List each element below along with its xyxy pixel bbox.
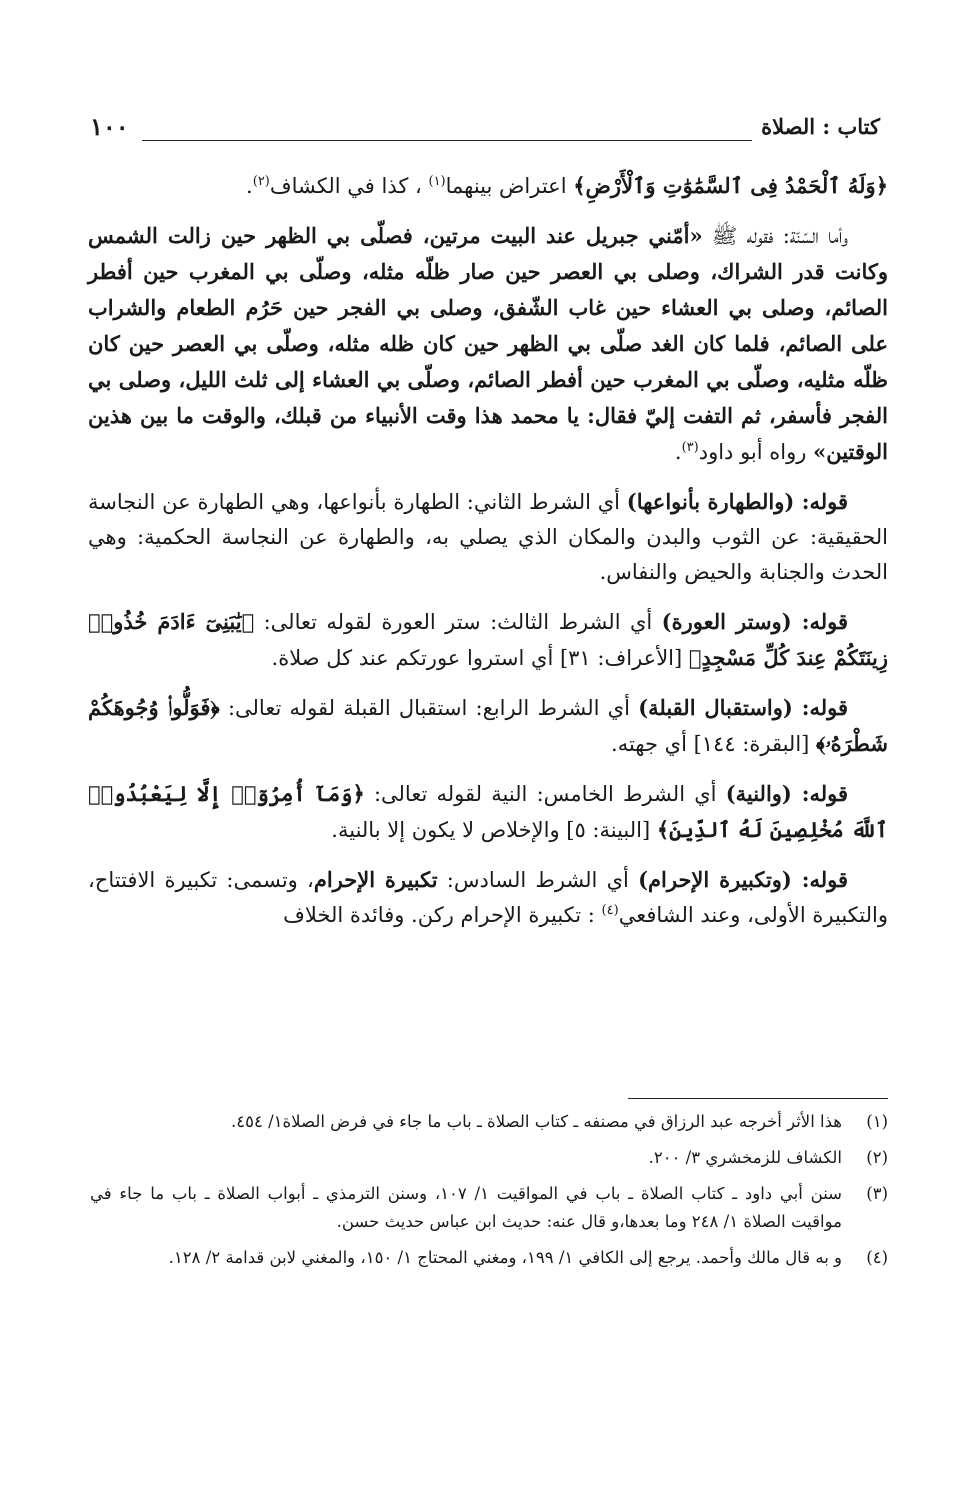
paragraph-text: أي الشرط الثاني: الطهارة بأنواعها، وهي الطهارة عن النجاسة الحقيقية: عن الثوب والبدن والمكان الذي يصلي به، والطهارة عن النجاسة الحكمية: وهي الحدث والجنابة والحيض والنفاس. (88, 490, 888, 584)
quran-quote: ﴿وَمَآ أُمِرُوٓا۟ إِلَّا لِيَعْبُدُوا۟ ٱللَّهَ مُخْلِصِينَ لَهُ ٱلدِّينَ﴾ (88, 781, 888, 842)
paragraph-text: أي الشرط الثالث: ستر العورة لقوله تعالى: (254, 610, 662, 634)
footnote-number: (١) (866, 1112, 888, 1131)
paragraph-text: [البقرة: ١٤٤] أي جهته. (611, 732, 817, 756)
header-rule (142, 140, 752, 141)
paragraph-text: [البينة: ٥] والإخلاص لا يكون إلا بالنية. (331, 818, 657, 842)
paragraph-text: . (246, 174, 253, 198)
paragraph-text: رواه أبو داود (698, 440, 814, 464)
paragraph-3 (88, 484, 888, 590)
paragraph-text: أي الشرط السادس: (437, 868, 639, 892)
footnote-text: سنن أبي داود ـ كتاب الصلاة ـ باب في المواقيت ١/ ١٠٧، وسنن الترمذي ـ أبواب الصلاة ـ باب ما جاء في مواقيت الصلاة ١/ ٢٤٨ وما بعدها،و قال عنه: حديث ابن عباس حديث حسن. (90, 1184, 842, 1231)
paragraph-2 (88, 218, 888, 470)
hadith-text: «أمّني جبريل عند البيت مرتين، فصلّى بي الظهر حين زالت الشمس وكانت قدر الشراك، وصلى بي العصر حين صار ظلّه مثله، وصلّى بي المغرب حين أفطر الصائم، وصلى بي العشاء حين غاب الشّفق، وصلى بي الفجر حين حَرُم الطعام والشراب على الصائم، فلما كان الغد صلّى بي الظهر حين كان ظله مثله، وصلّى بي العصر حين كان ظلّه مثليه، وصلّى بي المغرب حين أفطر الصائم، وصلّى بي العشاء إلى ثلث الليل، وصلى بي الفجر فأسفر، ثم التفت إليّ فقال: يا محمد هذا وقت الأنبياء من قبلك، والوقت ما بين هذين الوقتين» (88, 223, 888, 464)
quran-quote: ﴿يَٰبَنِىٓ ءَادَمَ خُذُوا۟ زِينَتَكُمْ عِندَ كُلِّ مَسْجِدٍ﴾ (88, 609, 888, 670)
footnote-number: (٢) (866, 1148, 888, 1167)
bold-term: تكبيرة الإحرام (313, 867, 438, 892)
paragraph-text: أي الشرط الخامس: النية لقوله تعالى: (364, 782, 726, 806)
footnotes (90, 1108, 888, 1280)
footnote (90, 1144, 888, 1172)
footnote-text: الكشاف للزمخشري ٣/ ٢٠٠. (648, 1148, 842, 1167)
page-number: ١٠٠ (90, 112, 129, 141)
paragraph-4 (88, 604, 888, 676)
paragraph-text: . (674, 440, 682, 464)
footnote-ref: (٢) (252, 174, 270, 189)
section-label: قوله: (والنية) (725, 781, 848, 806)
section-label: قوله: (وستر العورة) (661, 609, 848, 634)
running-title: كتاب : الصلاة (761, 114, 880, 139)
footnote-ref: (١) (428, 174, 446, 189)
footnote-text: و به قال مالك وأحمد. يرجع إلى الكافي ١/ ١٩٩، ومغني المحتاج ١/ ١٥٠، والمغني لابن قدامة ٢/ ١٢٨. (168, 1248, 842, 1267)
paragraph-6 (88, 776, 888, 848)
section-label: قوله: (وتكبيرة الإحرام) (638, 867, 849, 892)
section-label: قوله: (والطهارة بأنواعها) (626, 489, 848, 514)
paragraph-1 (88, 168, 888, 204)
page-body (88, 168, 888, 947)
footnote (90, 1244, 888, 1272)
footnote-number: (٤) (866, 1248, 888, 1267)
footnote (90, 1180, 888, 1236)
footnote-text: هذا الأثر أخرجه عبد الرزاق في مصنفه ـ كتاب الصلاة ـ باب ما جاء في فرض الصلاة١/ ٤٥٤. (230, 1112, 842, 1131)
paragraph-5 (88, 690, 888, 762)
footnote-ref: (٣) (681, 440, 699, 455)
paragraph-text: أي الشرط الرابع: استقبال القبلة لقوله تعالى: (219, 696, 639, 720)
quran-quote: ﴿فَوَلُّوا۟ وُجُوهَكُمْ شَطْرَهُۥ﴾ (88, 695, 888, 756)
paragraph-text: ، وتسمى: تكبيرة الافتتاح، والتكبيرة الأولى، وعند الشافعي (88, 868, 888, 927)
paragraph-text: اعتراض بينهما (445, 174, 574, 198)
footnote-ref: (٤) (601, 903, 619, 918)
paragraph-text: [الأعراف: ٣١] أي استروا عورتكم عند كل صلاة. (271, 646, 689, 670)
paragraph-text: وأما السّنّة: فقوله ﷺ (702, 224, 848, 248)
paragraph-text: : تكبيرة الإحرام ركن. وفائدة الخلاف (283, 903, 602, 927)
footnote (90, 1108, 888, 1136)
footnote-number: (٣) (866, 1184, 888, 1203)
paragraph-7 (88, 862, 888, 933)
page-header (90, 112, 880, 144)
footnote-separator (628, 1098, 888, 1099)
section-label: قوله: (واستقبال القبلة) (638, 695, 848, 720)
paragraph-text: ، كذا في الكشاف (269, 174, 429, 198)
quran-quote: ﴿وَلَهُ ٱلْحَمْدُ فِى ٱلسَّمَٰوَٰتِ وَٱلْأَرْضِ﴾ (573, 173, 888, 198)
